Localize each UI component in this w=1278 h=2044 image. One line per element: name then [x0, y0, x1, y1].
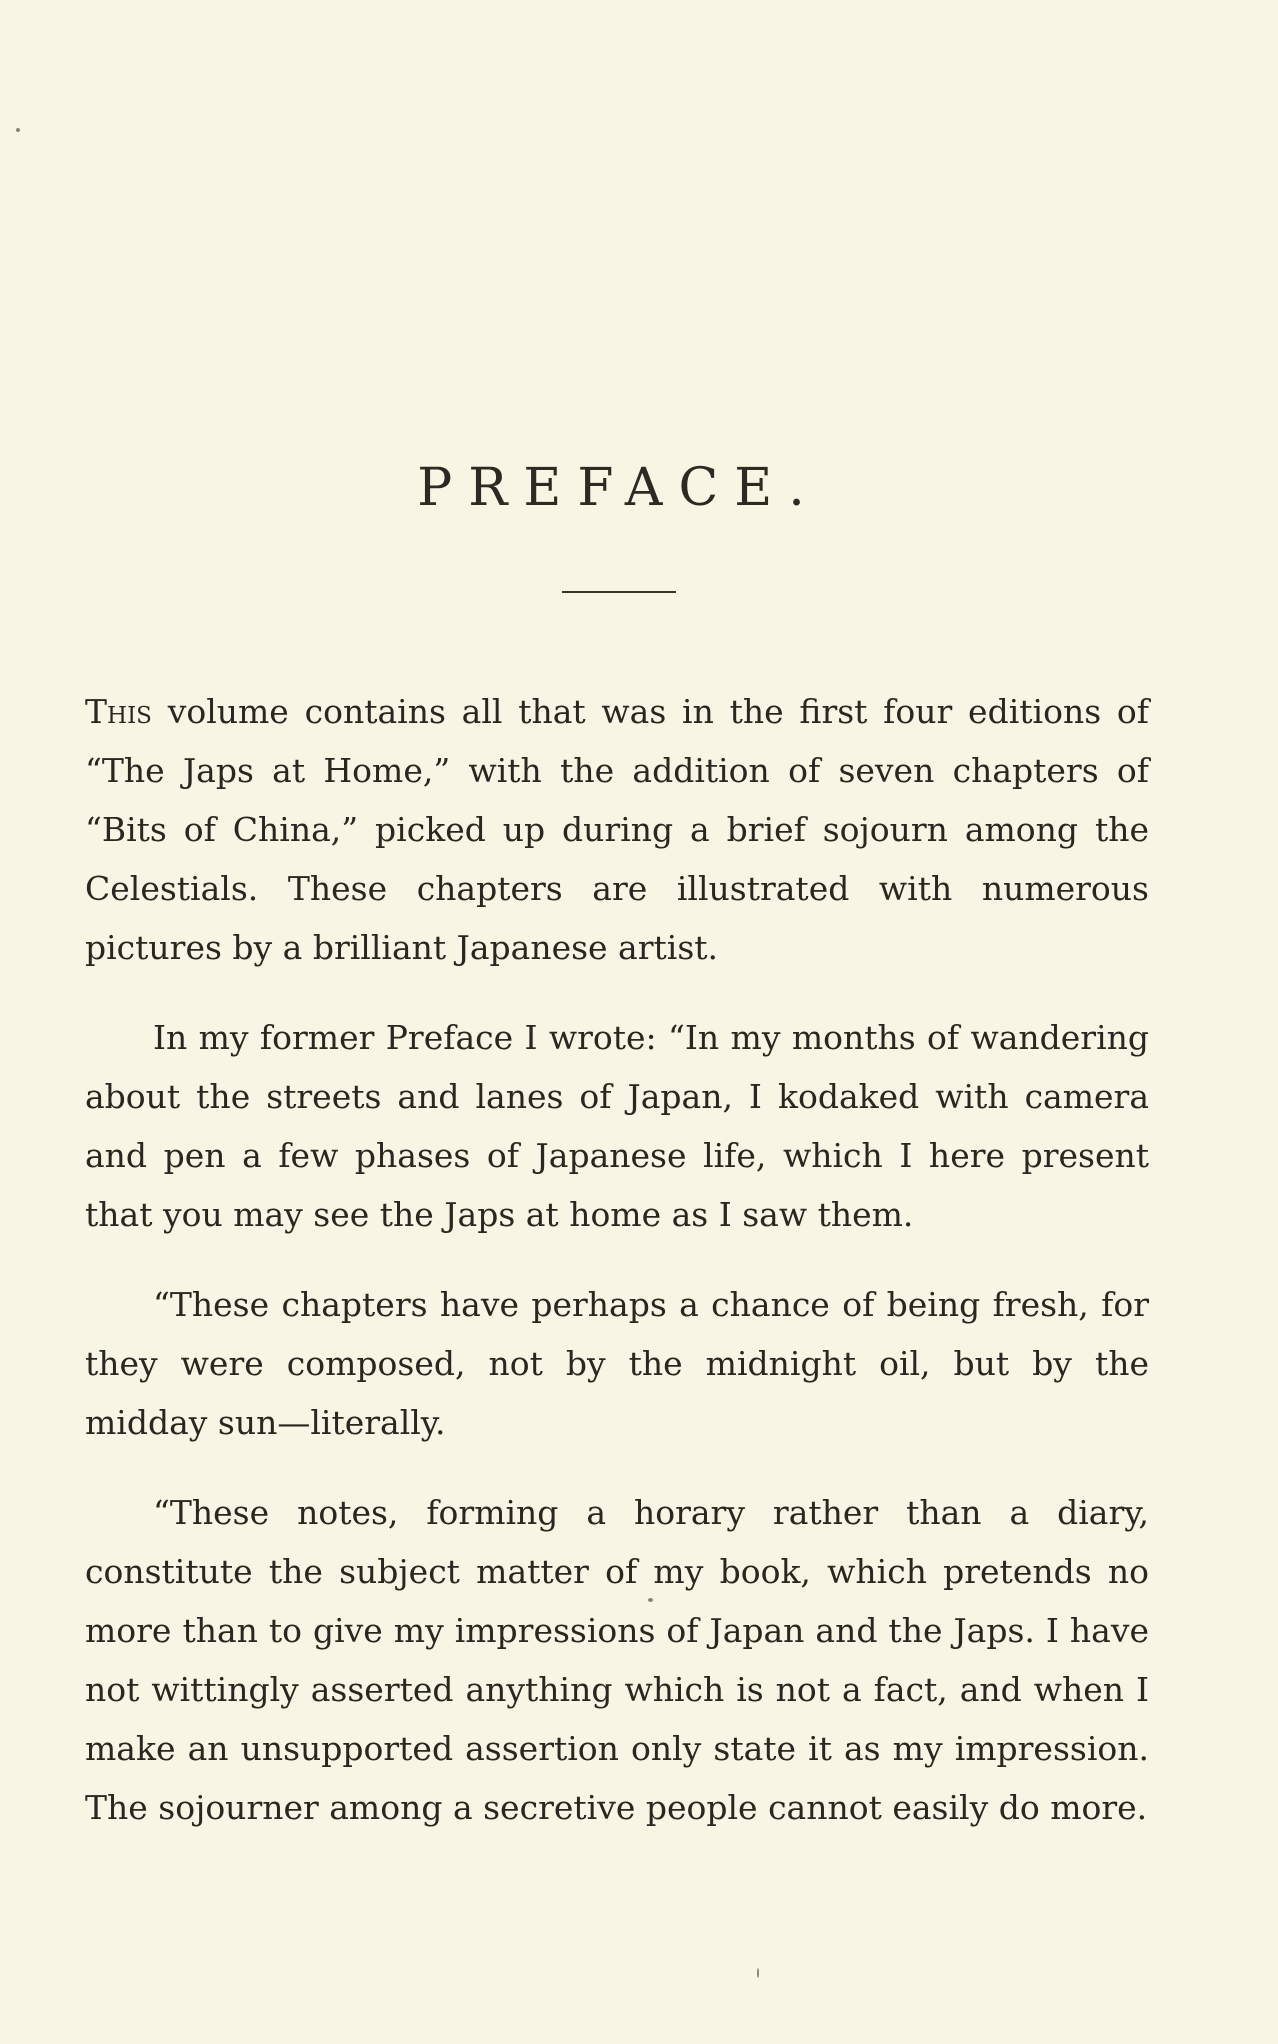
paper-speck	[648, 1598, 653, 1602]
title-divider	[562, 591, 676, 593]
paragraph-4: “These notes, forming a horary rather than a diary, constitute the subject matter of my book, which pretends no more than to give my impressions of Japan and the Japs. I have not wittingly asserted anything which is not a fact, and when I make an unsupported assertion only state it as my impression. The sojourner among a secretive people cannot easily do more.	[85, 1493, 1149, 1827]
paragraph-1-text: volume contains all that was in the first four editions of “The Japs at Home,” with the addition of seven chapters of “Bits of China,” picked up during a brief sojourn among the Celestials. These chapters are illustrated with numerous pictures by a brilliant Japanese artist.	[85, 692, 1149, 967]
paragraph-1	[85, 682, 1149, 977]
paragraph-2: In my former Preface I wrote: “In my months of wandering about the streets and lanes of Japan, I kodaked with camera and pen a few phases of Japanese life, which I here present that you may see the Japs at home as I saw them.	[85, 1018, 1149, 1234]
paragraph-3: “These chapters have perhaps a chance of being fresh, for they were composed, not by the midnight oil, but by the midday sun—literally.	[85, 1285, 1149, 1442]
page-title: PREFACE.	[417, 458, 821, 518]
paper-speck	[757, 1968, 759, 1978]
paper-speck	[16, 128, 20, 132]
paragraph-1-lead: This	[85, 692, 152, 731]
preface-body	[85, 682, 1149, 1868]
